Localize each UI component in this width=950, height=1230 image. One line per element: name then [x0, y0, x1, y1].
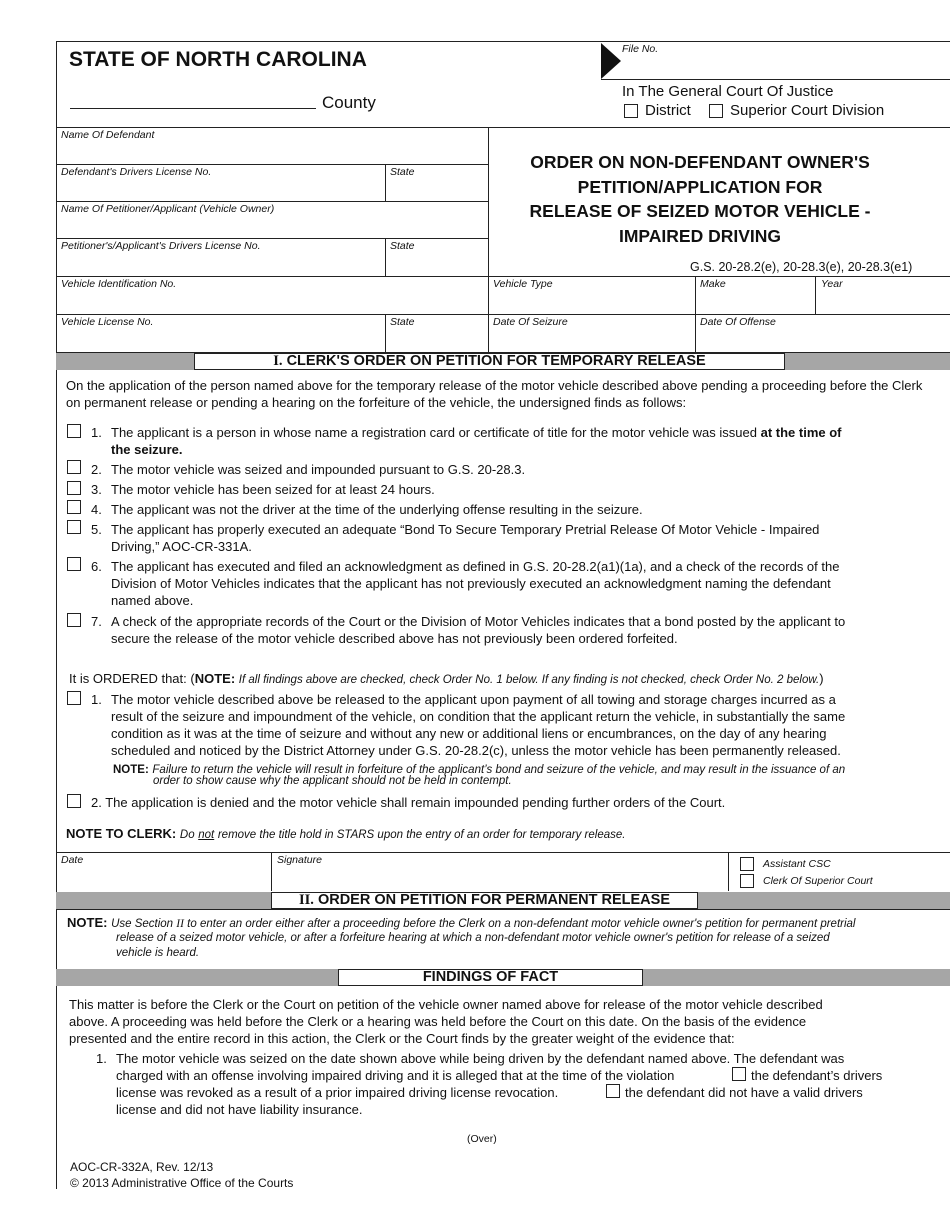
finding-6-line3: named above.: [111, 593, 194, 608]
order-1-line4: scheduled and noticed by the District Attorney under G.S. 20-28.2(c), unless the motor vehicle has been permanently released.: [111, 743, 841, 758]
copyright: © 2013 Administrative Office of the Courts: [70, 1176, 294, 1190]
finding-2-number: 2.: [91, 462, 102, 477]
finding-3-checkbox[interactable]: [67, 481, 81, 495]
clerk-superior-checkbox[interactable]: [740, 874, 754, 888]
ordered-instruction: If all findings above are checked, check Order No. 1 below. If any finding is not checked, check Order No. 2 below.: [238, 674, 820, 686]
order-1-note-label: NOTE:: [113, 764, 149, 776]
petitioner-license-label: Petitioner's/Applicant's Drivers License No.: [61, 240, 261, 252]
clerk-note-label: NOTE TO CLERK:: [66, 826, 177, 841]
findings-title: FINDINGS OF FACT: [338, 969, 643, 986]
court-name: In The General Court Of Justice: [622, 83, 834, 100]
order-1-line2: result of the seizure and impoundment of the vehicle, on condition that the applicant return the vehicle, in substantially the same: [111, 709, 846, 724]
finding-4-checkbox[interactable]: [67, 500, 81, 514]
petitioner-state-label: State: [390, 240, 415, 252]
grid-line: [56, 238, 488, 239]
file-no-line: [601, 79, 950, 80]
finding2-1-line4: license and did not have liability insurance.: [116, 1102, 363, 1117]
order-1-number: 1.: [91, 692, 102, 707]
findings-para-line3: presented and the entire record in this action, the Clerk or the Court finds by the greater weight of the evidence that:: [69, 1031, 735, 1046]
grid-line: [56, 909, 950, 910]
section2-title: [271, 892, 698, 909]
clerk-note-text: remove the title hold in STARS upon the entry of an order for temporary release.: [217, 829, 626, 841]
grid-line: [815, 276, 816, 314]
section1-roman: I.: [273, 353, 283, 369]
vehicle-type-label: Vehicle Type: [493, 278, 553, 290]
order-1-line1: The motor vehicle described above be released to the applicant upon payment of all towing and storage charges incurred as a: [111, 692, 836, 707]
finding-6-line2: Division of Motor Vehicles indicates that the applicant has not previously executed an acknowledgment naming the defendant: [111, 576, 831, 591]
finding-1-number: 1.: [91, 425, 102, 440]
title-line: ORDER ON NON-DEFENDANT OWNER'S: [530, 152, 870, 172]
finding-1-emph: at the time of: [760, 425, 842, 440]
form-title: [488, 150, 912, 248]
clerk-note-do: Do: [179, 829, 195, 841]
grid-line: [56, 201, 488, 202]
year-label: Year: [821, 278, 843, 290]
grid-line: [56, 314, 950, 315]
ordered-close: ): [819, 671, 824, 686]
findings-para-line2: above. A proceeding was held before the Clerk or a hearing was held before the Court on this date. On the basis of the evidence: [69, 1014, 807, 1029]
order-2-text: 2. The application is denied and the motor vehicle shall remain impounded pending further orders of the Court.: [91, 795, 726, 810]
clerk-superior-label: Clerk Of Superior Court: [763, 875, 873, 887]
grid-line: [271, 852, 272, 891]
top-border: [56, 41, 950, 42]
defendant-state-label: State: [390, 166, 415, 178]
section2-note-a: Use Section: [111, 918, 174, 930]
clerk-note-not: not: [198, 829, 215, 841]
section2-roman: II.: [298, 892, 314, 908]
order-1-note: [113, 761, 845, 776]
findings-para-line1: This matter is before the Clerk or the Court on petition of the vehicle owner named above for release of the motor vehicle described: [69, 997, 823, 1012]
statute-citation: G.S. 20-28.2(e), 20-28.3(e), 20-28.3(e1): [690, 260, 913, 274]
section2-note-line3: vehicle is heard.: [116, 947, 200, 959]
section1-title-text: CLERK'S ORDER ON PETITION FOR TEMPORARY RELEASE: [286, 353, 706, 369]
assistant-csc-checkbox[interactable]: [740, 857, 754, 871]
title-line: IMPAIRED DRIVING: [618, 225, 782, 246]
vehicle-state-label: State: [390, 316, 415, 328]
defendant-license-label: Defendant's Drivers License No.: [61, 166, 212, 178]
section2-note-roman: II: [176, 918, 184, 930]
finding2-1-opt2: the defendant did not have a valid drivers: [625, 1085, 863, 1100]
grid-line: [56, 127, 950, 128]
district-checkbox[interactable]: [624, 104, 638, 118]
finding2-1-number: 1.: [96, 1051, 107, 1066]
order-1-note-text: Failure to return the vehicle will result in forfeiture of the applicant’s bond and seizure of the vehicle, and may result in the issuance of an: [152, 764, 846, 776]
finding-1-checkbox[interactable]: [67, 424, 81, 438]
superior-checkbox[interactable]: [709, 104, 723, 118]
title-line: RELEASE OF SEIZED MOTOR VEHICLE -: [529, 201, 871, 221]
finding-4-number: 4.: [91, 502, 102, 517]
grid-line: [385, 238, 386, 276]
section2-note-b: to enter an order either after a proceeding before the Clerk on a non-defendant motor vehicle owner's petition for permanent pretrial: [187, 918, 856, 930]
grid-line: [56, 852, 950, 853]
ordered-note-label: NOTE:: [194, 671, 236, 686]
date-seizure-label: Date Of Seizure: [493, 316, 568, 328]
finding-6-line1: The applicant has executed and filed an acknowledgment as defined in G.S. 20-28.2(a1)(1a), and a check of the records of the: [111, 559, 840, 574]
vehicle-license-label: Vehicle License No.: [61, 316, 154, 328]
finding-2-checkbox[interactable]: [67, 460, 81, 474]
finding-4-text: The applicant was not the driver at the time of the underlying offense resulting in the seizure.: [111, 502, 643, 517]
form-number: AOC-CR-332A, Rev. 12/13: [70, 1160, 214, 1174]
county-label: County: [322, 93, 376, 112]
section2-note: [67, 914, 855, 933]
section2-note-label: NOTE:: [67, 915, 108, 930]
grid-line: [385, 164, 386, 202]
finding-5-line1: The applicant has properly executed an adequate “Bond To Secure Temporary Pretrial Release Of Motor Vehicle - Impaired: [111, 522, 820, 537]
section2-title-text: ORDER ON PETITION FOR PERMANENT RELEASE: [317, 892, 670, 908]
county-line: [70, 108, 316, 109]
section2-note-text: [111, 918, 855, 930]
file-no-label: File No.: [622, 43, 659, 55]
state-title: STATE OF NORTH CAROLINA: [69, 48, 367, 71]
file-arrow-icon: [601, 43, 621, 79]
ordered-text: It is ORDERED that: (: [69, 671, 195, 686]
grid-line: [695, 276, 696, 352]
finding-7-number: 7.: [91, 614, 102, 629]
order-1-note-line2: order to show cause why the applicant should not be held in contempt.: [153, 775, 512, 787]
finding-5-line2: Driving,” AOC-CR-331A.: [111, 539, 252, 554]
title-line: PETITION/APPLICATION FOR: [577, 176, 823, 197]
section1-title: [194, 353, 785, 370]
finding-5-number: 5.: [91, 522, 102, 537]
section2-note-line2: release of a seized motor vehicle, or after a forfeiture hearing at which a non-defendant motor vehicle owner's petition for release of a seized: [116, 932, 830, 944]
finding-7-line2: secure the release of the motor vehicle described above has not previously been ordered forfeited.: [111, 631, 678, 646]
ordered-intro: [69, 670, 824, 689]
revoked-license-checkbox[interactable]: [732, 1067, 746, 1081]
finding-6-checkbox[interactable]: [67, 557, 81, 571]
district-label: District: [645, 102, 691, 119]
date-label: Date: [61, 854, 84, 866]
date-offense-label: Date Of Offense: [700, 316, 776, 328]
make-label: Make: [700, 278, 726, 290]
no-valid-license-checkbox[interactable]: [606, 1084, 620, 1098]
finding-7-line1: A check of the appropriate records of the Court or the Division of Motor Vehicles indicates that a bond posted by the applicant to: [111, 614, 846, 629]
signature-label: Signature: [277, 854, 322, 866]
petitioner-name-label: Name Of Petitioner/Applicant (Vehicle Owner): [61, 203, 275, 215]
grid-line: [385, 314, 386, 352]
vin-label: Vehicle Identification No.: [61, 278, 177, 290]
finding-1-text: The applicant is a person in whose name a registration card or certificate of title for the motor vehicle was issued: [111, 425, 757, 440]
finding2-1-line2: charged with an offense involving impaired driving and it is alleged that at the time of the violation: [116, 1068, 675, 1083]
defendant-name-label: Name Of Defendant: [61, 129, 155, 141]
order-1-line3: condition as it was at the time of seizure and without any new or additional liens or encumbrances, on the day of any hearing: [111, 726, 827, 741]
finding-3-number: 3.: [91, 482, 102, 497]
finding-3-text: The motor vehicle has been seized for at least 24 hours.: [111, 482, 435, 497]
finding2-1-line1: The motor vehicle was seized on the date shown above while being driven by the defendant named above. The defendant was: [116, 1051, 845, 1066]
left-margin-line: [56, 41, 57, 1189]
finding-6-number: 6.: [91, 559, 102, 574]
assistant-csc-label: Assistant CSC: [763, 858, 831, 870]
finding-1-line: [111, 424, 842, 441]
order-2-checkbox[interactable]: [67, 794, 81, 808]
grid-line: [56, 164, 488, 165]
over-label: (Over): [467, 1133, 497, 1145]
finding2-1-line3: license was revoked as a result of a prior impaired driving license revocation.: [116, 1085, 559, 1100]
grid-line: [728, 852, 729, 891]
section1-intro: On the application of the person named above for the temporary release of the motor vehicle described above pending a proceeding before the Clerk on permanent release or pending a hearing on the forfeiture of the vehicle, the undersigned finds as follows:: [66, 378, 923, 410]
finding-5-checkbox[interactable]: [67, 520, 81, 534]
superior-label: Superior Court Division: [730, 102, 885, 119]
finding-1-line2: the seizure.: [111, 442, 183, 457]
finding2-1-opt1: the defendant’s drivers: [751, 1068, 883, 1083]
finding-7-checkbox[interactable]: [67, 613, 81, 627]
order-1-checkbox[interactable]: [67, 691, 81, 705]
clerk-note: [66, 825, 625, 844]
finding-2-text: The motor vehicle was seized and impounded pursuant to G.S. 20-28.3.: [111, 462, 526, 477]
